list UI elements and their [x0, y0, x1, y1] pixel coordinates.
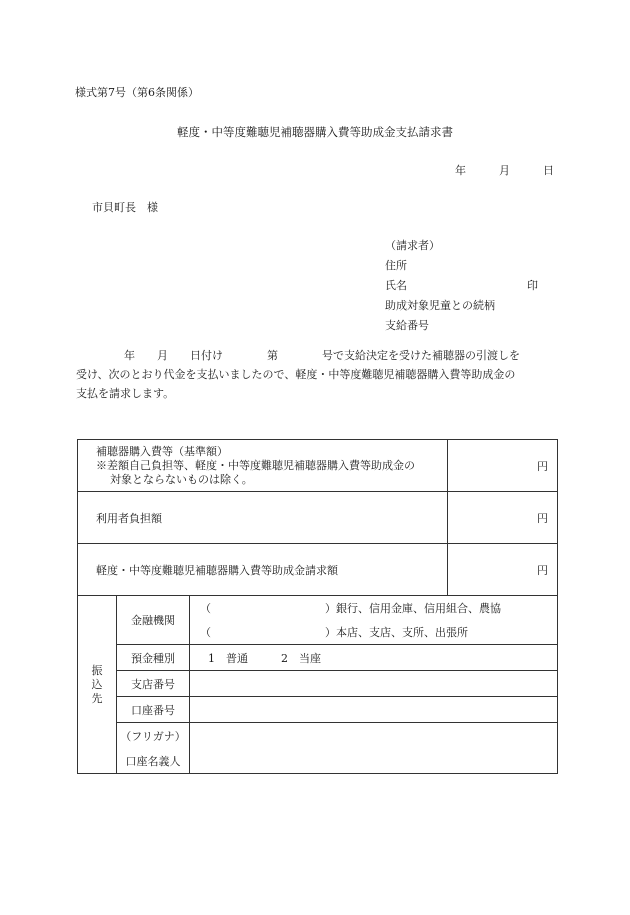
base-amount-label: 補聴器購入費等（基準額）	[96, 444, 228, 458]
claimant-name-label: 氏名	[385, 279, 407, 292]
branch-number-field[interactable]	[190, 671, 558, 697]
seal-mark: 印	[527, 279, 538, 292]
claimant-address-label: 住所	[385, 259, 407, 272]
table-row	[78, 645, 558, 671]
request-paragraph	[76, 346, 556, 403]
table-row	[78, 440, 558, 492]
yen-unit: 円	[537, 563, 549, 577]
claim-amount-label: 軽度・中等度難聴児補聴器購入費等助成金請求額	[78, 544, 448, 596]
account-number-field[interactable]	[190, 697, 558, 723]
branch-name-field[interactable]: （ ）本店、支店、支所、出張所	[190, 620, 558, 645]
paragraph-line-1: 年 月 日付け 第 号で支給決定を受けた補聴器の引渡しを	[124, 349, 520, 362]
date-month: 月	[499, 164, 510, 177]
branch-number-label: 支店番号	[117, 671, 190, 697]
table-row	[78, 697, 558, 723]
deposit-type-options[interactable]: 1 普通 2 当座	[190, 645, 558, 671]
document-title: 軽度・中等度難聴児補聴器購入費等助成金支払請求書	[177, 125, 453, 139]
yen-unit: 円	[537, 459, 549, 473]
claimant-payment-number-label: 支給番号	[385, 319, 429, 332]
form-number: 様式第7号（第6条関係）	[75, 86, 199, 99]
table-row	[78, 492, 558, 544]
date-line	[455, 162, 554, 178]
transfer-destination-label: 振込先	[78, 596, 117, 774]
paragraph-line-3: 支払を請求します。	[76, 387, 175, 400]
claim-amount-field[interactable]	[448, 544, 558, 596]
claim-table	[77, 439, 558, 774]
user-burden-label: 利用者負担額	[78, 492, 448, 544]
deposit-type-label: 預金種別	[117, 645, 190, 671]
table-row	[78, 671, 558, 697]
claimant-relation-label: 助成対象児童との続柄	[385, 299, 495, 312]
base-amount-field[interactable]	[448, 440, 558, 492]
claimant-heading: （請求者）	[385, 239, 440, 252]
addressee: 市貝町長 様	[92, 201, 158, 214]
date-year: 年	[455, 164, 466, 177]
account-holder-field[interactable]	[190, 723, 558, 774]
table-row	[78, 596, 558, 621]
date-day: 日	[543, 164, 554, 177]
table-row	[78, 544, 558, 596]
claimant-block	[385, 236, 538, 336]
base-amount-note-cont: 対象とならないものは除く。	[110, 472, 253, 486]
account-holder-label: 口座名義人	[117, 748, 190, 774]
table-row	[78, 723, 558, 749]
bank-name-field[interactable]: （ ）銀行、信用金庫、信用組合、農協	[190, 596, 558, 621]
bank-label: 金融機関	[117, 596, 190, 645]
user-burden-field[interactable]	[448, 492, 558, 544]
base-amount-note: ※差額自己負担等、軽度・中等度難聴児補聴器購入費等助成金の	[96, 458, 415, 472]
furigana-label: （フリガナ）	[117, 723, 190, 749]
paragraph-line-2: 受け、次のとおり代金を支払いましたので、軽度・中等度難聴児補聴器購入費等助成金の	[76, 368, 516, 381]
account-number-label: 口座番号	[117, 697, 190, 723]
yen-unit: 円	[537, 511, 549, 525]
base-amount-cell	[78, 440, 448, 492]
